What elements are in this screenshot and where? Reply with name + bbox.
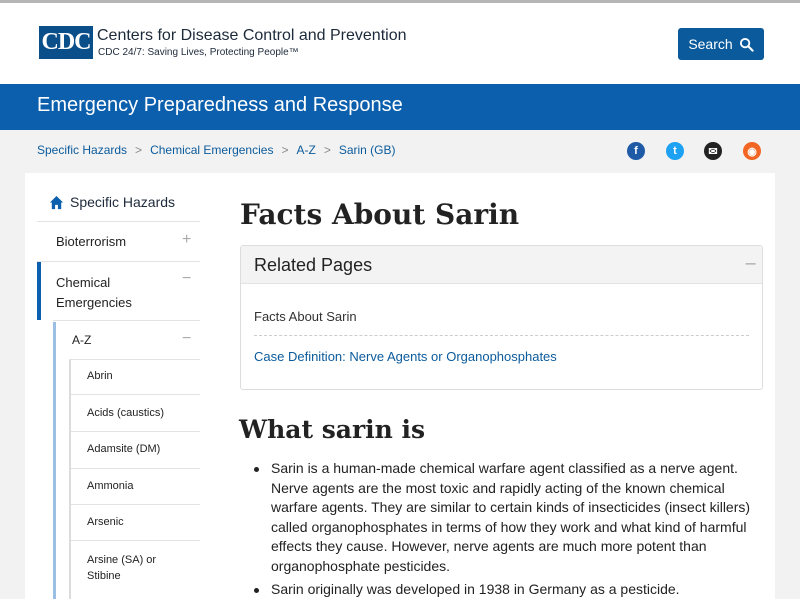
- email-icon[interactable]: ✉: [704, 142, 722, 160]
- breadcrumb-separator: >: [323, 143, 331, 157]
- breadcrumb-a-z[interactable]: A-Z: [296, 143, 316, 157]
- collapse-icon[interactable]: −: [182, 330, 192, 347]
- site-title-bar: [0, 84, 800, 130]
- section-heading: What sarin is: [239, 415, 426, 444]
- facebook-icon[interactable]: f: [627, 142, 645, 160]
- page-header: [0, 3, 800, 84]
- sidebar-home-label: Specific Hazards: [70, 194, 176, 210]
- sidebar-item-acids[interactable]: Acids (caustics): [87, 407, 165, 419]
- subsubmenu-indicator: [69, 360, 71, 599]
- breadcrumb-sarin[interactable]: Sarin (GB): [338, 143, 396, 157]
- cdc-logo[interactable]: CDC: [39, 26, 93, 59]
- divider: [71, 540, 200, 541]
- breadcrumb-chemical-emergencies[interactable]: Chemical Emergencies: [150, 143, 274, 157]
- breadcrumb: [37, 143, 396, 157]
- page-title: Facts About Sarin: [240, 198, 520, 231]
- divider: [37, 221, 200, 222]
- collapse-icon[interactable]: −: [182, 270, 192, 287]
- sidebar-item-adamsite[interactable]: Adamsite (DM): [87, 443, 161, 455]
- search-icon: [739, 37, 754, 52]
- rss-icon[interactable]: ◉: [743, 142, 761, 160]
- sidebar-item-bioterrorism[interactable]: Bioterrorism: [56, 234, 127, 249]
- active-indicator: [37, 262, 41, 320]
- sidebar-home-link[interactable]: [49, 194, 175, 210]
- breadcrumb-separator: >: [281, 143, 289, 157]
- main-content: [225, 173, 775, 599]
- divider: [71, 504, 200, 505]
- list-item: Sarin is a human-made chemical warfare agent classified as a nerve agent. Nerve agents are the most toxic and rapidly acting of the known chemical warfare agents. They are similar to certain kinds of insecticides (insect killers) called organophosphates in terms of how they work and what kind of harmful effects they cause. However, nerve agents are much more potent than organophosphate pesticides.: [252, 459, 767, 576]
- expand-icon[interactable]: +: [182, 231, 192, 248]
- related-link-case-definition[interactable]: Case Definition: Nerve Agents or Organophosphates: [254, 349, 557, 364]
- list-item: Sarin originally was developed in 1938 in Germany as a pesticide.: [252, 580, 767, 599]
- divider: [53, 320, 200, 321]
- search-button-label: Search: [688, 36, 733, 52]
- divider: [254, 335, 749, 336]
- related-pages-header[interactable]: [241, 246, 762, 284]
- agency-name[interactable]: Centers for Disease Control and Prevention: [97, 27, 407, 44]
- sidebar-nav: [25, 173, 225, 599]
- divider: [37, 261, 200, 262]
- search-button[interactable]: [678, 28, 764, 60]
- divider: [71, 468, 200, 469]
- breadcrumb-specific-hazards[interactable]: Specific Hazards: [37, 143, 128, 157]
- agency-tagline: CDC 24/7: Saving Lives, Protecting People™: [98, 47, 299, 58]
- sidebar-item-chemical-emergencies[interactable]: Chemical Emergencies: [56, 275, 132, 310]
- twitter-icon[interactable]: t: [666, 142, 684, 160]
- site-title[interactable]: Emergency Preparedness and Response: [37, 94, 403, 116]
- divider: [71, 394, 200, 395]
- related-pages-title: Related Pages: [254, 255, 373, 275]
- sidebar-item-a-z[interactable]: A-Z: [72, 333, 92, 347]
- related-link-current[interactable]: Facts About Sarin: [254, 309, 357, 324]
- fact-list: [252, 459, 767, 599]
- related-pages-panel: [240, 245, 763, 390]
- sidebar-item-arsenic[interactable]: Arsenic: [87, 516, 124, 528]
- submenu-indicator: [53, 322, 56, 599]
- home-icon: [49, 195, 64, 210]
- sidebar-item-abrin[interactable]: Abrin: [87, 370, 113, 382]
- breadcrumb-separator: >: [135, 143, 143, 157]
- divider: [71, 431, 200, 432]
- sidebar-item-ammonia[interactable]: Ammonia: [87, 480, 134, 492]
- divider: [69, 359, 200, 360]
- sidebar-item-arsine[interactable]: Arsine (SA) or Stibine: [87, 554, 157, 582]
- collapse-icon[interactable]: −: [744, 254, 758, 273]
